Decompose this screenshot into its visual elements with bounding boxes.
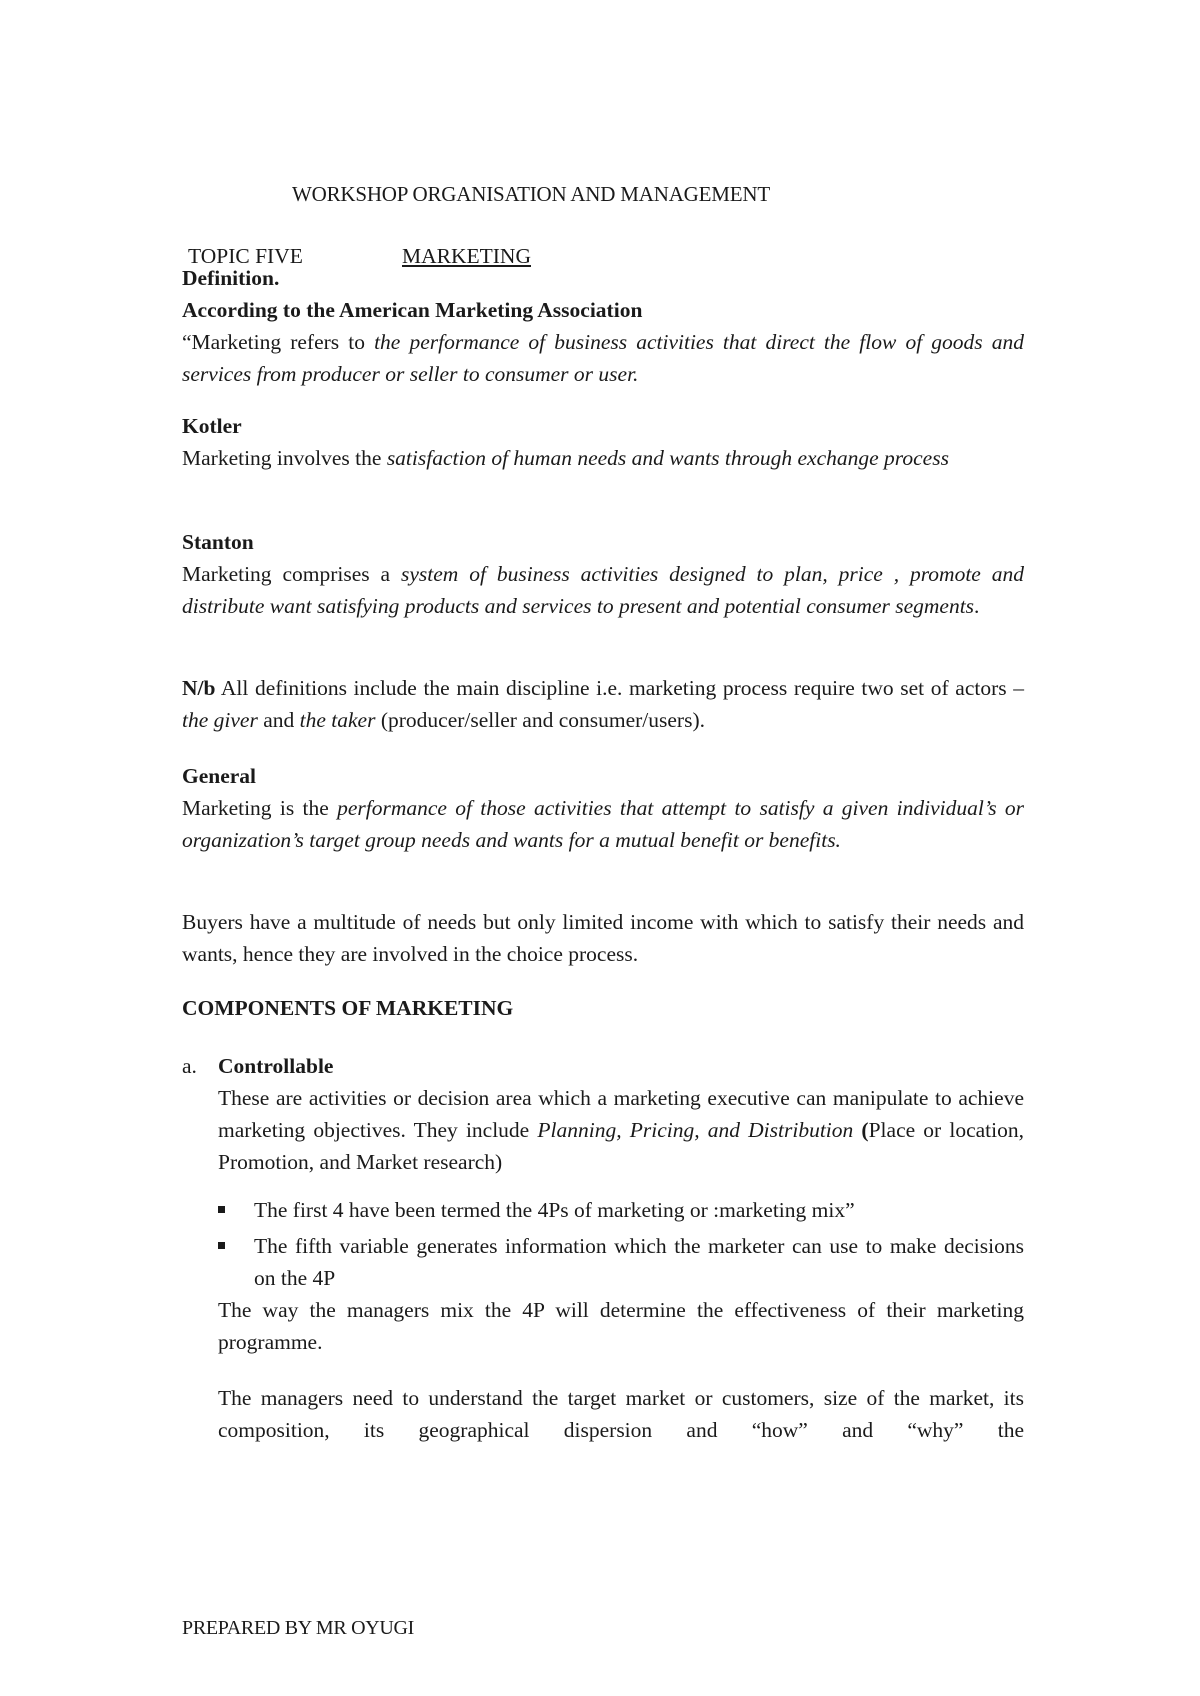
note-and: and — [257, 708, 300, 732]
note-label: N/b — [182, 676, 216, 700]
kotler-source: Kotler — [182, 414, 242, 438]
definition-section — [182, 262, 1024, 390]
stanton-prefix: Marketing comprises a — [182, 562, 401, 586]
note-text-2: (producer/seller and consumer/users). — [375, 708, 705, 732]
document-title: WORKSHOP ORGANISATION AND MANAGEMENT — [292, 182, 770, 206]
buyers-section — [182, 906, 1024, 970]
bullet-text: The fifth variable generates information which the marketer can use to make decisions on the 4P — [254, 1234, 1024, 1290]
general-source: General — [182, 764, 257, 788]
general-prefix: Marketing is the — [182, 796, 338, 820]
controllable-text-1: These are activities or decision area which a marketing executive can manipulate to achieve marketing objectives. They include — [218, 1086, 1024, 1142]
kotler-section — [182, 410, 1024, 474]
stanton-suffix: . — [974, 594, 980, 618]
topic-label: TOPIC FIVE — [188, 244, 303, 268]
controllable-section — [218, 1050, 1024, 1178]
controllable-paren: ( — [853, 1118, 869, 1142]
controllable-heading: Controllable — [218, 1054, 334, 1078]
managers-paragraph: The managers need to understand the target market or customers, size of the market, its composition, its geographical dispersion and “how” and “why” the — [218, 1386, 1024, 1442]
components-heading: COMPONENTS OF MARKETING — [182, 996, 514, 1020]
topic-name: MARKETING — [402, 244, 531, 268]
general-section — [182, 760, 1024, 856]
note-giver: the giver — [182, 708, 258, 732]
stanton-definition — [182, 558, 1024, 622]
mix-paragraph: The way the managers mix the 4P will determine the effectiveness of their marketing programme. — [218, 1298, 1024, 1354]
stanton-section — [182, 526, 1024, 622]
ama-emphasis: the performance of business activities that direct the flow of goods and services from producer or seller to consumer or user. — [182, 330, 1024, 386]
ama-prefix: “Marketing refers to — [182, 330, 375, 354]
stanton-source: Stanton — [182, 530, 254, 554]
bullet-icon — [218, 1242, 225, 1249]
general-definition — [182, 792, 1024, 856]
kotler-prefix: Marketing involves the — [182, 446, 387, 470]
managers-paragraph-block — [218, 1382, 1024, 1446]
list-marker-a: a. — [182, 1054, 197, 1078]
note-section — [182, 672, 1024, 736]
bullet-icon — [218, 1206, 225, 1213]
controllable-text-2: Place or location, Promotion, and Market research) — [218, 1118, 1024, 1174]
note-text-1: All definitions include the main discipline i.e. marketing process require two set of actors – — [215, 676, 1024, 700]
kotler-definition — [182, 442, 1024, 474]
stanton-emphasis: system of business activities designed to plan, price , promote and distribute want satisfying products and services to present and potential consumer segments — [182, 562, 1024, 618]
note-taker: the taker — [299, 708, 376, 732]
buyers-paragraph: Buyers have a multitude of needs but only limited income with which to satisfy their needs and wants, hence they are involved in the choice process. — [182, 910, 1024, 966]
definition-heading: Definition. — [182, 266, 280, 290]
ama-source: According to the American Marketing Association — [182, 298, 643, 322]
note-paragraph — [182, 672, 1024, 736]
bullet-text: The first 4 have been termed the 4Ps of marketing or :marketing mix” — [254, 1198, 855, 1222]
general-emphasis: performance of those activities that attempt to satisfy a given individual’s or organization’s target group needs and wants for a mutual benefit or benefits. — [182, 796, 1024, 852]
mix-paragraph-block — [218, 1294, 1024, 1358]
controllable-paragraph — [218, 1082, 1024, 1178]
kotler-emphasis: satisfaction of human needs and wants through exchange process — [386, 446, 949, 470]
components-heading-block — [182, 992, 1024, 1024]
ama-definition — [182, 326, 1024, 390]
controllable-emphasis: Planning, Pricing, and Distribution — [537, 1118, 854, 1142]
page-footer: PREPARED BY MR OYUGI — [182, 1617, 415, 1639]
